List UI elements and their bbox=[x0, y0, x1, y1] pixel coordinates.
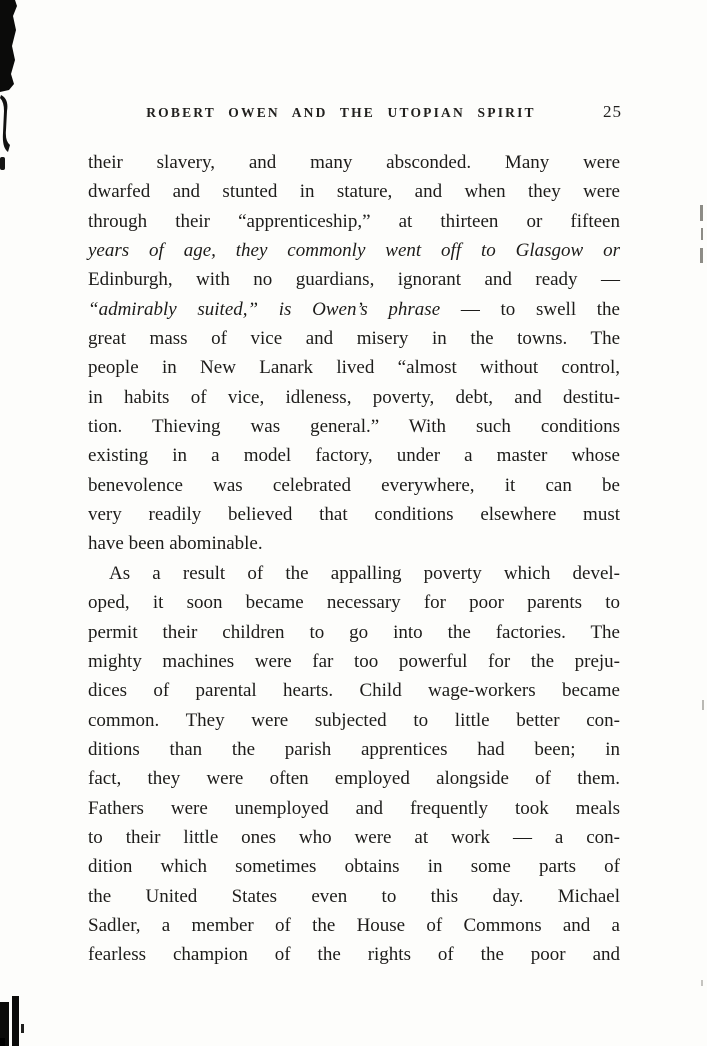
text-line bbox=[88, 383, 620, 412]
text-segment: fact, they were often employed alongside of them. bbox=[88, 768, 620, 790]
text-segment: common. They were subjected to little better con- bbox=[88, 709, 620, 731]
text-line bbox=[88, 823, 620, 852]
text-segment: permit their children to go into the factories. The bbox=[88, 621, 620, 643]
italic-text-segment: years of age, they commonly went off to Glasgow or bbox=[88, 240, 620, 262]
text-line bbox=[88, 706, 620, 735]
text-line bbox=[88, 471, 620, 500]
running-header bbox=[88, 102, 622, 127]
page-number: 25 bbox=[603, 102, 622, 121]
text-segment: very readily believed that conditions elsewhere must bbox=[88, 504, 620, 526]
text-line bbox=[88, 852, 620, 881]
text-segment: benevolence was celebrated everywhere, it can be bbox=[88, 474, 620, 496]
scan-artifact-top-left-ink-blot bbox=[0, 0, 34, 190]
text-segment: existing in a model factory, under a master whose bbox=[88, 445, 620, 467]
text-line bbox=[88, 764, 620, 793]
text-line bbox=[88, 676, 620, 705]
text-line bbox=[88, 735, 620, 764]
text-line bbox=[88, 177, 620, 206]
text-segment: As a result of the appalling poverty which devel- bbox=[109, 562, 620, 584]
text-line bbox=[88, 500, 620, 529]
text-segment: Sadler, a member of the House of Commons and a bbox=[88, 914, 620, 936]
text-segment: their slavery, and many absconded. Many were bbox=[88, 152, 620, 173]
text-line bbox=[88, 265, 620, 294]
chapter-running-title: ROBERT OWEN AND THE UTOPIAN SPIRIT bbox=[146, 105, 536, 120]
text-line bbox=[88, 588, 620, 617]
text-segment: mighty machines were far too powerful for the preju- bbox=[88, 650, 620, 672]
text-line bbox=[88, 882, 620, 911]
text-line bbox=[88, 911, 620, 940]
text-line bbox=[88, 353, 620, 382]
scan-artifact-bottom-left-ink-marks bbox=[0, 996, 32, 1046]
text-segment: have been abominable. bbox=[88, 533, 263, 555]
text-segment: through their “apprenticeship,” at thirteen or fifteen bbox=[88, 210, 620, 232]
text-line bbox=[88, 236, 620, 265]
text-line bbox=[88, 412, 620, 441]
text-line bbox=[88, 148, 620, 177]
text-segment: ditions than the parish apprentices had been; in bbox=[88, 738, 620, 760]
text-segment: to their little ones who were at work — a con- bbox=[88, 826, 620, 848]
text-segment: Edinburgh, with no guardians, ignorant and ready — bbox=[88, 269, 620, 291]
text-segment: — to swell the bbox=[440, 298, 620, 320]
text-line bbox=[88, 940, 620, 969]
text-segment: the United States even to this day. Michael bbox=[88, 885, 620, 907]
text-segment: people in New Lanark lived “almost without control, bbox=[88, 357, 620, 379]
text-line bbox=[88, 794, 620, 823]
text-segment: dition which sometimes obtains in some parts of bbox=[88, 856, 620, 878]
text-segment: tion. Thieving was general.” With such conditions bbox=[88, 416, 620, 438]
paragraph bbox=[88, 148, 620, 559]
text-line bbox=[88, 618, 620, 647]
paragraph bbox=[88, 559, 620, 970]
text-segment: dices of parental hearts. Child wage-workers became bbox=[88, 680, 620, 702]
text-line bbox=[88, 207, 620, 236]
text-line bbox=[88, 295, 620, 324]
text-block bbox=[88, 148, 620, 970]
text-line bbox=[88, 324, 620, 353]
text-segment: great mass of vice and misery in the towns. The bbox=[88, 328, 620, 350]
text-line bbox=[88, 529, 620, 558]
text-segment: Fathers were unemployed and frequently took meals bbox=[88, 797, 620, 819]
text-line bbox=[88, 559, 620, 588]
text-line bbox=[88, 441, 620, 470]
text-segment: oped, it soon became necessary for poor parents to bbox=[88, 592, 620, 614]
text-segment: fearless champion of the rights of the poor and bbox=[88, 944, 620, 966]
text-line bbox=[88, 647, 620, 676]
text-segment: dwarfed and stunted in stature, and when they were bbox=[88, 181, 620, 203]
text-segment: in habits of vice, idleness, poverty, debt, and destitu- bbox=[88, 386, 620, 408]
italic-text-segment: “admirably suited,” is Owen’s phrase bbox=[88, 298, 441, 320]
